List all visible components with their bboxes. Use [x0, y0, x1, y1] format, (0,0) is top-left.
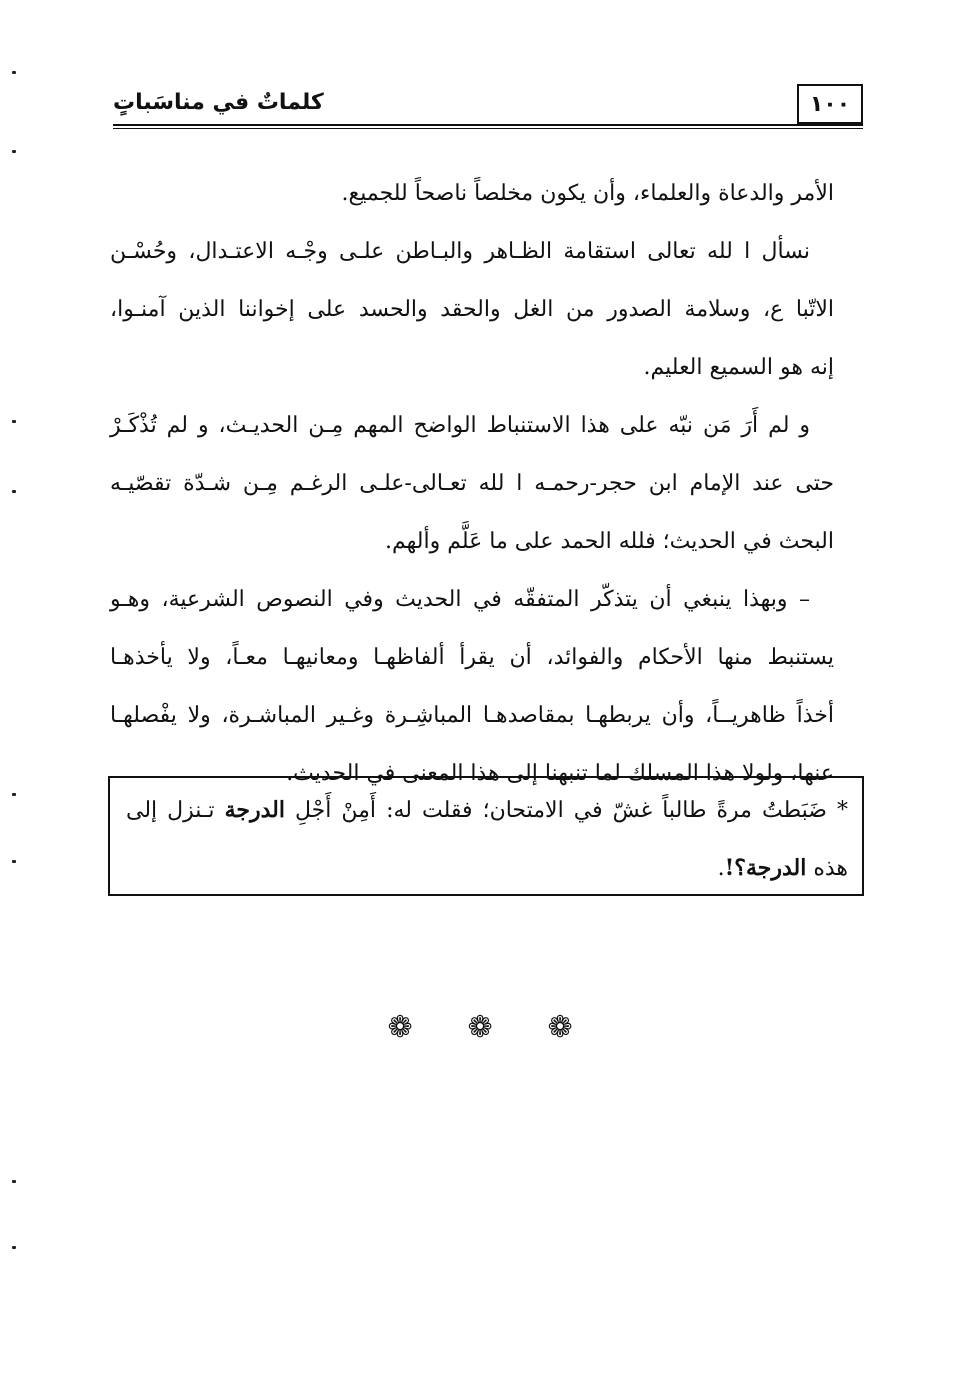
text-line: نسأل ا لله تعالى استقامة الظـاهر والبـاطن علـى وجْـه الاعتـدال، وحُسْـن	[110, 239, 810, 264]
flower-ornament-icon: ❁	[467, 1010, 493, 1045]
text-line: الاتّبا ع، وسلامة الصدور من الغل والحقد والحسد على إخواننا الذين آمنـوا،	[110, 297, 834, 322]
margin-speck	[12, 71, 16, 74]
footnote-text-run: .	[717, 856, 725, 881]
text-line: أخذاً ظاهريــاً، وأن يربطهـا بمقاصدهـا المباشِـرة وغـير المباشـرة، ولا يفْصلهـا	[110, 703, 834, 728]
margin-speck	[12, 793, 16, 796]
footnote-text-run: تـنزل إلى	[126, 798, 225, 823]
margin-speck	[12, 1246, 16, 1249]
margin-speck	[12, 1180, 16, 1183]
footnote-text-run: * ضَبَطتُ مرةً طالباً غشّ في الامتحان؛ فقلت له: أَمِنْ أَجْلِ	[284, 798, 849, 823]
text-line: إنه هو السميع العليم.	[643, 355, 834, 380]
flower-ornament-icon: ❁	[547, 1010, 573, 1045]
margin-speck	[12, 150, 16, 153]
text-line: و لم أَرَ مَن نبّه على هذا الاستنباط الواضح المهم مِـن الحديـث، و لم تُذْكَـرْ	[110, 413, 810, 438]
flower-ornament-icon: ❁	[387, 1010, 413, 1045]
text-line: الأمر والدعاة والعلماء، وأن يكون مخلصاً ناصحاً للجميع.	[341, 181, 834, 206]
header-title: كلماتٌ في مناسَباتٍ	[113, 90, 324, 115]
text-line: حتى عند الإمام ابن حجر-رحمـه ا لله تعـالى-علـى الرغـم مِـن شـدّة تقصّيـه	[110, 471, 834, 496]
text-line: يستنبط منها الأحكام والفوائد، أن يقرأ ألفاظهـا ومعانيهـا معـاً، ولا يأخذهـا	[110, 645, 834, 670]
footnote-box	[108, 776, 864, 896]
text-line: – وبهذا ينبغي أن يتذكّر المتفقّه في الحديث وفي النصوص الشرعية، وهـو	[110, 587, 810, 612]
page-number: ١٠٠	[797, 84, 863, 124]
footnote-line	[126, 782, 848, 840]
text-line: عنها، ولولا هذا المسلك لما تنبهنا إلى هذا المعنى في الحديث.	[286, 761, 834, 786]
footnote-text-run: هذه	[806, 856, 848, 881]
header-rule-thin	[113, 128, 863, 129]
margin-speck	[12, 420, 16, 423]
margin-speck	[12, 860, 16, 863]
body-text	[110, 165, 834, 803]
text-line: البحث في الحديث؛ فلله الحمد على ما عَلَّم وألهم.	[384, 529, 834, 554]
header-rule	[113, 124, 863, 126]
section-divider-ornaments	[380, 1008, 580, 1048]
footnote-line	[126, 840, 848, 898]
footnote-text	[126, 782, 848, 898]
margin-speck	[12, 490, 16, 493]
footnote-bold-term: الدرجة؟!	[724, 855, 807, 881]
footnote-bold-term: الدرجة	[224, 797, 285, 823]
